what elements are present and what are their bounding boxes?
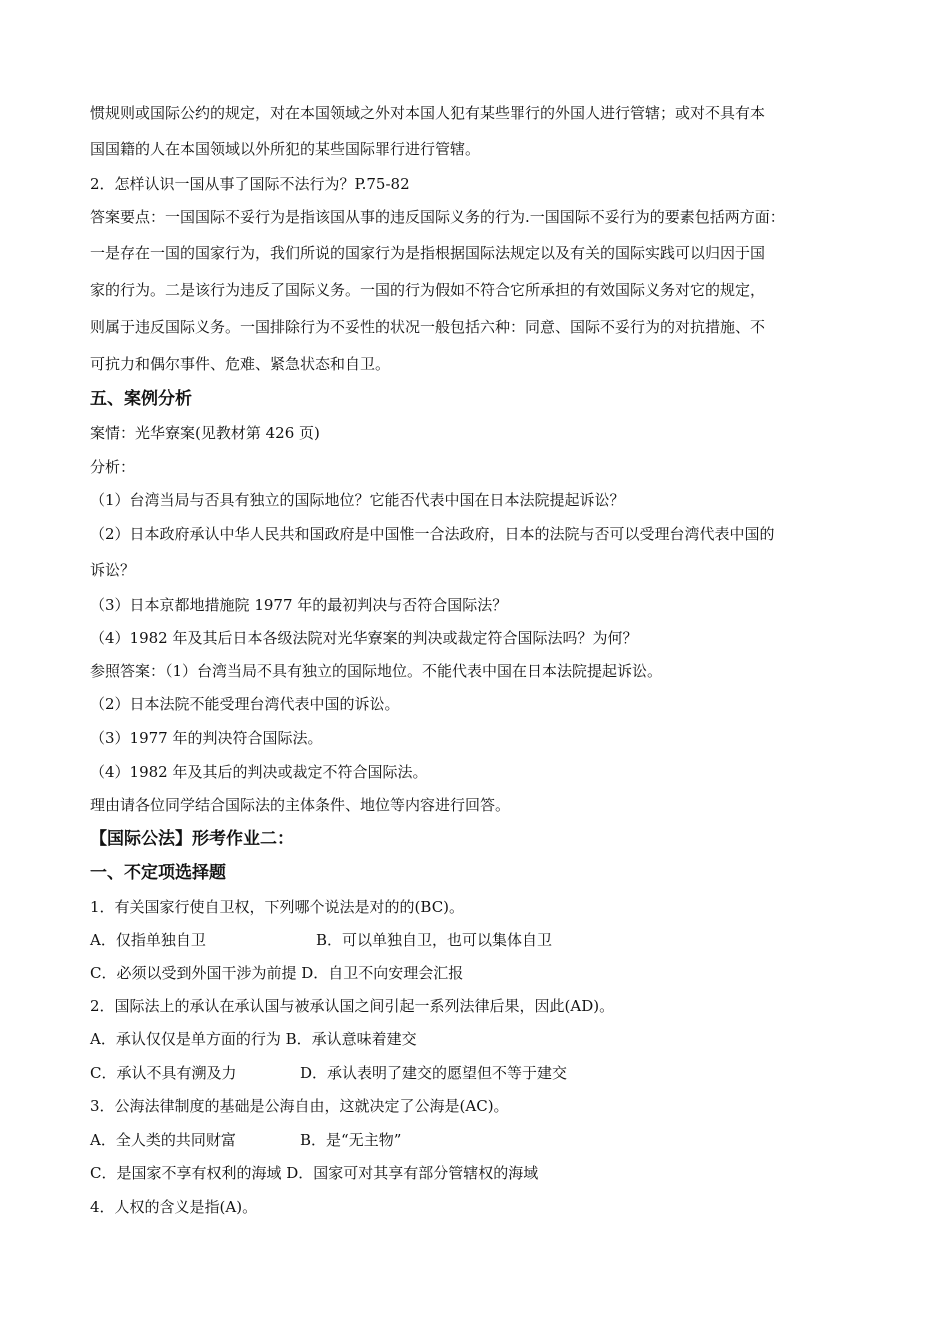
question-4: 4．人权的含义是指(A)。 [90, 1198, 258, 1216]
case-line: 理由请各位同学结合国际法的主体条件、地位等内容进行回答。 [90, 796, 511, 814]
question-line: 2．怎样认识一国从事了国际不法行为？P.75-82 [90, 175, 410, 193]
case-line: （2）日本政府承认中华人民共和国政府是中国惟一合法政府，日本的法院与否可以受理台湾代表中国的 [90, 525, 775, 543]
question-2-options-ab: A．承认仅仅是单方面的行为 B．承认意味着建交 [90, 1030, 417, 1048]
paragraph-line: 国国籍的人在本国领域以外所犯的某些国际罪行进行管辖。 [90, 140, 481, 158]
case-line: （3）1977 年的判决符合国际法。 [90, 729, 323, 747]
case-line: 参照答案：（1）台湾当局不具有独立的国际地位。不能代表中国在日本法院提起诉讼。 [90, 662, 663, 680]
paragraph-line: 惯规则或国际公约的规定，对在本国领域之外对本国人犯有某些罪行的外国人进行管辖；或对不具有本 [90, 104, 766, 122]
question-3: 3．公海法律制度的基础是公海自由，这就决定了公海是(AC)。 [90, 1097, 509, 1115]
case-line: （2）日本法院不能受理台湾代表中国的诉讼。 [90, 695, 400, 713]
question-1: 1．有关国家行使自卫权，下列哪个说法是对的的(BC)。 [90, 898, 465, 916]
question-3-option-a: A．全人类的共同财富 [90, 1131, 236, 1149]
answer-line: 则属于违反国际义务。一国排除行为不妥性的状况一般包括六种：同意、国际不妥行为的对抗措施、不 [90, 318, 766, 336]
question-2: 2．国际法上的承认在承认国与被承认国之间引起一系列法律后果，因此(AD)。 [90, 997, 615, 1015]
answer-line: 答案要点：一国国际不妥行为是指该国从事的违反国际义务的行为.一国国际不妥行为的要素包括两方面： [90, 208, 785, 226]
case-line: 诉讼？ [90, 561, 136, 579]
answer-line: 一是存在一国的国家行为，我们所说的国家行为是指根据国际法规定以及有关的国际实践可以归因于国 [90, 244, 766, 262]
question-2-option-d: D．承认表明了建交的愿望但不等于建交 [300, 1064, 568, 1082]
question-3-option-b: B．是“无主物” [300, 1131, 402, 1149]
case-line: （1）台湾当局与否具有独立的国际地位？它能否代表中国在日本法院提起诉讼？ [90, 491, 625, 509]
question-1-options-cd: C．必须以受到外国干涉为前提 D．自卫不向安理会汇报 [90, 964, 464, 982]
question-3-options-cd: C．是国家不享有权利的海域 D．国家可对其享有部分管辖权的海域 [90, 1164, 539, 1182]
section-heading-case-analysis: 五、案例分析 [90, 389, 192, 409]
answer-line: 家的行为。二是该行为违反了国际义务。一国的行为假如不符合它所承担的有效国际义务对它的规定， [90, 281, 766, 299]
case-line: 案情：光华寮案(见教材第 426 页) [90, 424, 320, 442]
case-line: 分析： [90, 458, 136, 476]
section-heading-homework-2: 【国际公法】形考作业二： [90, 829, 294, 849]
section-heading-multiple-choice: 一、不定项选择题 [90, 863, 226, 883]
answer-line: 可抗力和偶尔事件、危难、紧急状态和自卫。 [90, 355, 391, 373]
question-1-option-a: A．仅指单独自卫 [90, 931, 206, 949]
case-line: （4）1982 年及其后的判决或裁定不符合国际法。 [90, 763, 428, 781]
question-2-option-c: C．承认不具有溯及力 [90, 1064, 237, 1082]
question-1-option-b: B．可以单独自卫，也可以集体自卫 [316, 931, 553, 949]
case-line: （4）1982 年及其后日本各级法院对光华寮案的判决或裁定符合国际法吗？为何？ [90, 629, 638, 647]
case-line: （3）日本京都地措施院 1977 年的最初判决与否符合国际法？ [90, 596, 508, 614]
